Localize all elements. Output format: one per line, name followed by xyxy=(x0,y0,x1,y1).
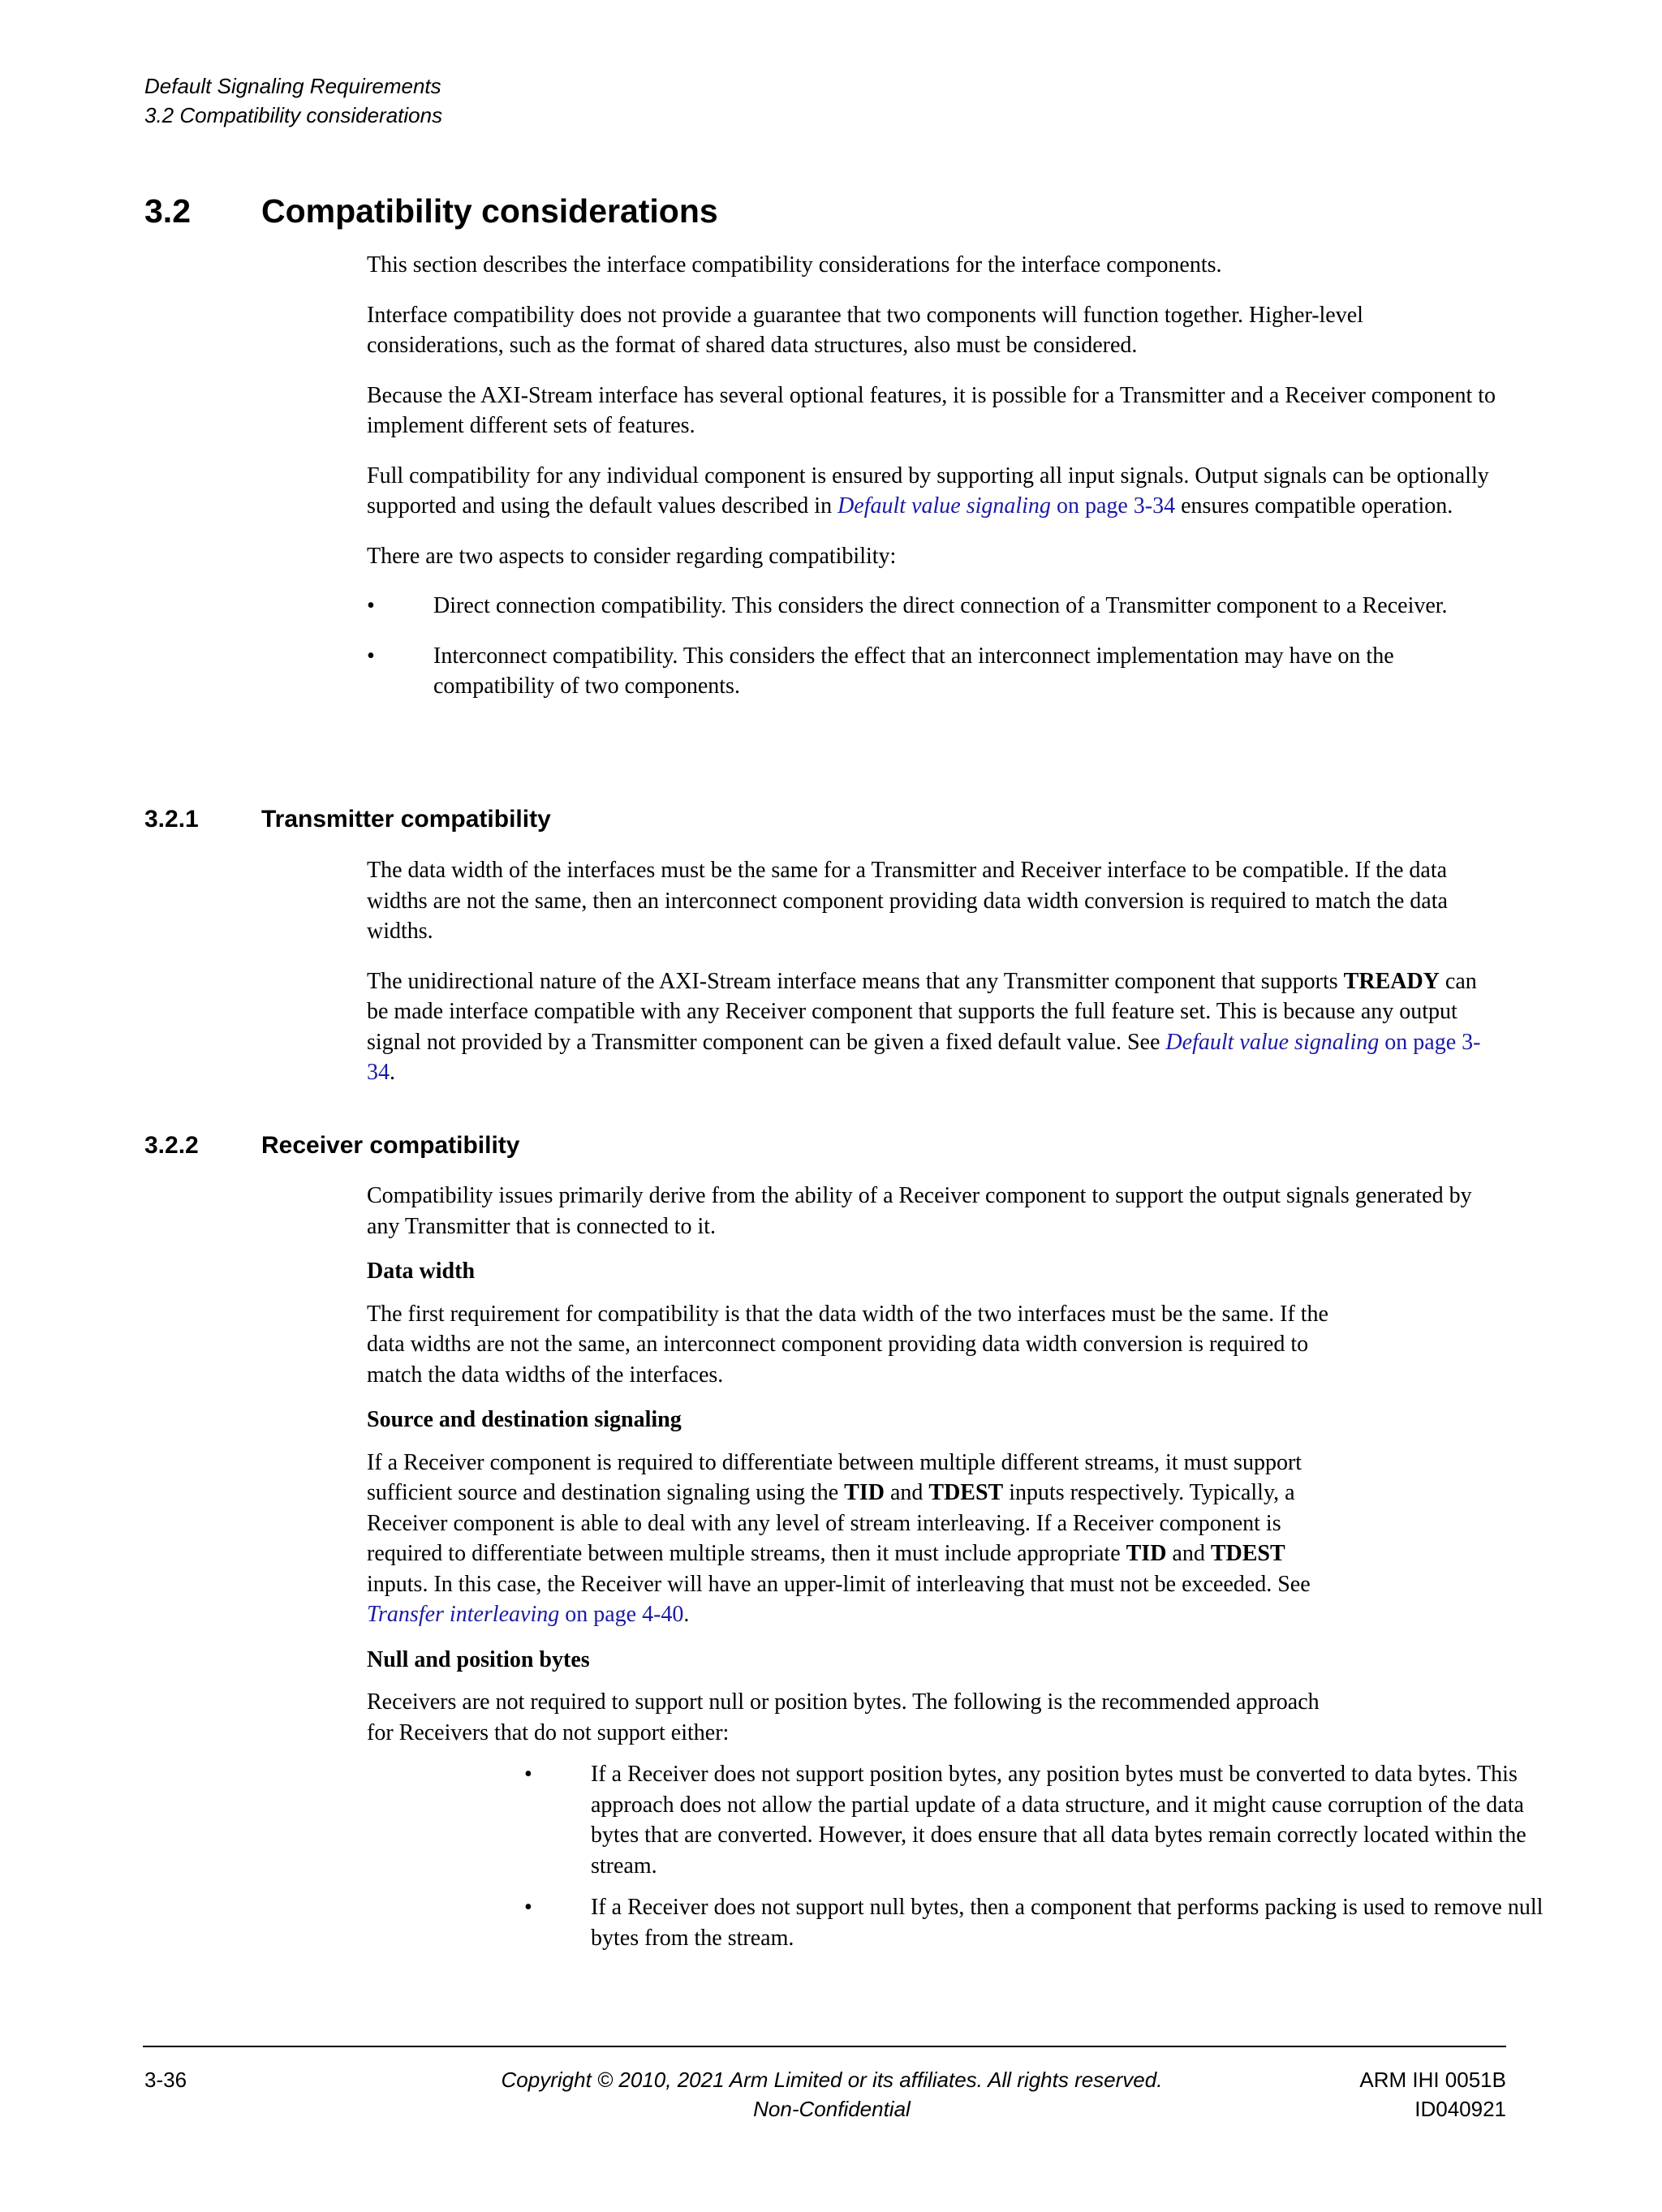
paragraph: Compatibility issues primarily derive from the ability of a Receiver component to support the output signals generated by any Transmitter that is connected to it. xyxy=(367,1183,1472,1239)
bullet-marker: • xyxy=(367,593,375,618)
bullet-item: • Direct connection compatibility. This considers the direct connection of a Transmitter component to a Receiver. xyxy=(367,591,1503,622)
signal-name: TID xyxy=(844,1480,885,1505)
signal-name: TDEST xyxy=(928,1480,1004,1505)
link-transfer-interleaving[interactable]: Transfer interleaving xyxy=(367,1602,560,1627)
link-page-ref[interactable]: on page 3-34 xyxy=(1050,493,1176,519)
link-default-value-signaling[interactable]: Default value signaling xyxy=(837,493,1051,519)
footer-doc-id xyxy=(1217,2065,1506,2124)
footer-divider xyxy=(143,2046,1506,2047)
sub-heading-source-destination: Source and destination signaling xyxy=(367,1407,682,1432)
paragraph: Full compatibility for any individual component is ensured by supporting all input signals. Output signals can be optionally supported and using the default values described in Default value signaling on page 3-34 ensures compatible operation. xyxy=(367,463,1489,519)
footer-page-number: 3-36 xyxy=(144,2068,187,2092)
section-title: Compatibility considerations xyxy=(261,192,718,230)
subsection-title: Transmitter compatibility xyxy=(261,806,551,833)
running-header xyxy=(144,71,442,130)
subsection-body xyxy=(367,855,1503,1108)
footer-center xyxy=(454,2065,1209,2124)
paragraph: Receivers are not required to support null or position bytes. The following is the recommended approach for Receivers that do not support either: xyxy=(367,1689,1320,1745)
subsection-number: 3.2.2 xyxy=(144,1132,199,1159)
paragraph: The unidirectional nature of the AXI-Stream interface means that any Transmitter component that supports TREADY can be made interface compatible with any Receiver component that supports the full feature set. This is because any output signal not provided by a Transmitter component can be given a fixed default value. See Default value signaling on page 3-34. xyxy=(367,968,1481,1085)
bullet-item: • Interconnect compatibility. This considers the effect that an interconnect implementation may have on the compatibility of two components. xyxy=(367,641,1503,702)
running-header-chapter: Default Signaling Requirements xyxy=(144,74,441,98)
section-number: 3.2 xyxy=(144,192,191,230)
sub-heading-null-position: Null and position bytes xyxy=(367,1646,590,1672)
paragraph: This section describes the interface compatibility considerations for the interface components. xyxy=(367,252,1222,278)
paragraph: There are two aspects to consider regarding compatibility: xyxy=(367,543,897,569)
paragraph: The data width of the interfaces must be the same for a Transmitter and Receiver interface to be compatible. If the data widths are not the same, then an interconnect component providing data width conversion is required to match the data widths. xyxy=(367,858,1448,944)
section-body xyxy=(367,250,1503,721)
link-page-ref[interactable]: on page 3-34 xyxy=(367,1029,1481,1085)
signal-name: TID xyxy=(1126,1541,1167,1566)
footer-doc-number: ARM IHI 0051B xyxy=(1359,2068,1506,2092)
paragraph: Interface compatibility does not provide a guarantee that two components will function together. Higher-level considerations, such as the format of shared data structures, also must be considered. xyxy=(367,302,1363,358)
link-default-value-signaling[interactable]: Default value signaling xyxy=(1165,1029,1380,1055)
signal-name: TREADY xyxy=(1343,968,1440,994)
running-header-section: 3.2 Compatibility considerations xyxy=(144,103,443,127)
footer-copyright: Copyright © 2010, 2021 Arm Limited or its affiliates. All rights reserved. xyxy=(501,2068,1163,2092)
bullet-marker: • xyxy=(367,643,375,669)
subsection-title: Receiver compatibility xyxy=(261,1132,520,1159)
signal-name: TDEST xyxy=(1210,1541,1285,1566)
subsection-number: 3.2.1 xyxy=(144,806,199,833)
bullet-marker: • xyxy=(524,1895,532,1920)
subsection-body xyxy=(367,1181,1544,1973)
bullet-item: • If a Receiver does not support position bytes, any position bytes must be converted to data bytes. This approach does not allow the partial update of a data structure, and it might cause corruption of the data bytes that are converted. However, it does ensure that all data bytes remain correctly located within the stream. xyxy=(524,1759,1573,1881)
footer-confidentiality: Non-Confidential xyxy=(753,2097,911,2121)
link-page-ref[interactable]: on page 4-40 xyxy=(559,1602,684,1627)
footer-doc-version: ID040921 xyxy=(1414,2097,1506,2121)
paragraph: Because the AXI-Stream interface has several optional features, it is possible for a Transmitter and a Receiver component to implement different sets of features. xyxy=(367,382,1496,438)
paragraph: If a Receiver component is required to differentiate between multiple different streams, it must support sufficient source and destination signaling using the TID and TDEST inputs respectively. Typically, a Receiver component is able to deal with any level of stream interleaving. If a Receiver component is required to differentiate between multiple streams, then it must include appropriate TID and TDEST inputs. In this case, the Receiver will have an upper-limit of interleaving that must not be exceeded. See Transfer interleaving on page 4-40. xyxy=(367,1449,1311,1627)
paragraph: The first requirement for compatibility is that the data width of the two interfaces must be the same. If the data widths are not the same, an interconnect component providing data width conversion is required to match the data widths of the interfaces. xyxy=(367,1301,1328,1388)
sub-heading-data-width: Data width xyxy=(367,1259,476,1284)
bullet-marker: • xyxy=(524,1762,532,1787)
bullet-item: • If a Receiver does not support null bytes, then a component that performs packing is used to remove null bytes from the stream. xyxy=(524,1892,1573,1953)
